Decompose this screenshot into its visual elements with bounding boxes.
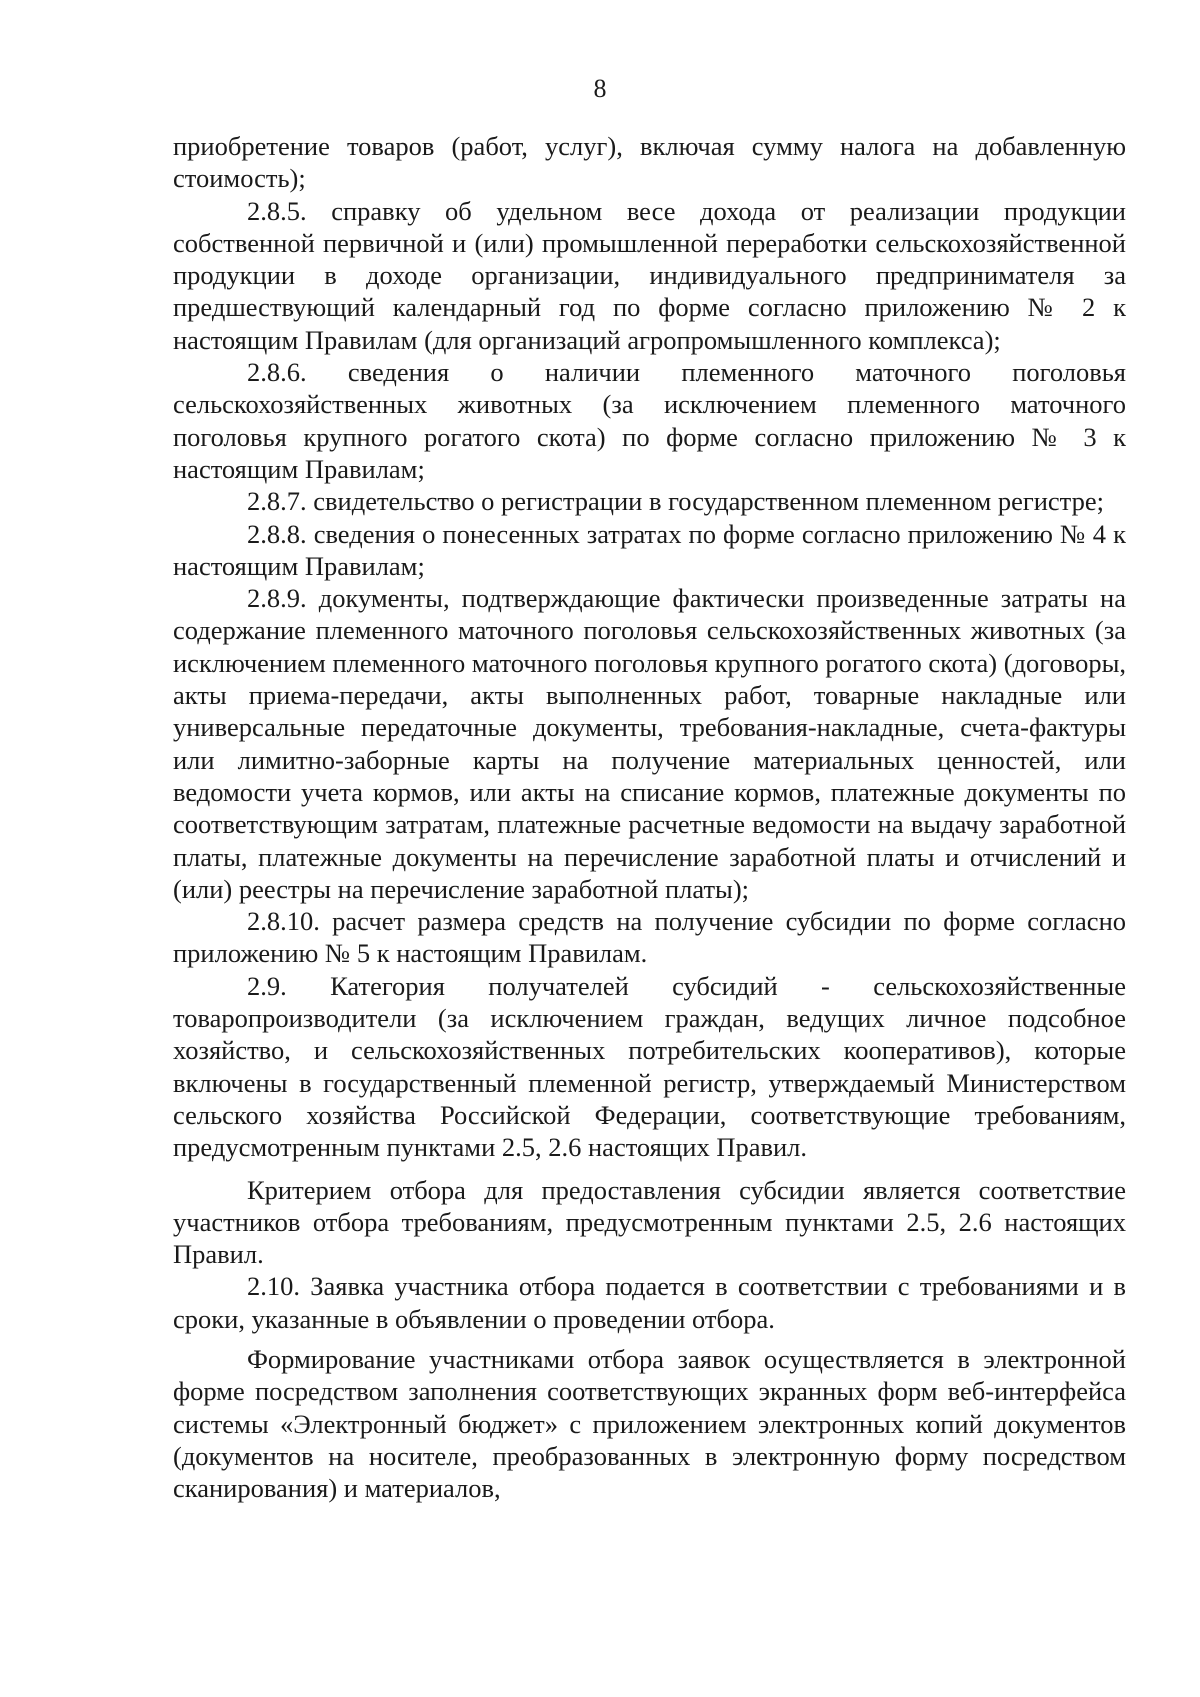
page-number: 8 (593, 74, 607, 103)
paragraph-2-9: 2.9. Категория получателей субсидий - сельскохозяйственные товаропроизводители (за исключением граждан, ведущих личное подсобное хозяйство, и сельскохозяйственных потребительских кооперативов), которые включены в государственный племенной регистр, утверждаемый Министерством сельского хозяйства Российской Федерации, соответствующие требованиям, предусмотренным пунктами 2.5, 2.6 настоящих Правил. (173, 970, 1126, 1163)
paragraph-2-8-6: 2.8.6. сведения о наличии племенного маточного поголовья сельскохозяйственных животных (за исключением племенного маточного поголовья крупного рогатого скота) по форме согласно приложению № 3 к настоящим Правилам; (173, 357, 1126, 484)
paragraph-2-8-8: 2.8.8. сведения о понесенных затратах по форме согласно приложению № 4 к настоящим Правилам; (173, 518, 1126, 581)
paragraph-continuation: приобретение товаров (работ, услуг), включая сумму налога на добавленную стоимость); (173, 131, 1126, 194)
document-body (173, 130, 1126, 1504)
paragraph-2-8-5: 2.8.5. справку об удельном весе дохода от реализации продукции собственной первичной и (или) промышленной переработки сельскохозяйственной продукции в доходе организации, индивидуального предпринимателя за предшествующий календарный год по форме согласно приложению № 2 к настоящим Правилам (для организаций агропромышленного комплекса); (173, 195, 1126, 355)
paragraph-2-8-7: 2.8.7. свидетельство о регистрации в государственном племенном регистре; (247, 486, 1104, 517)
paragraph-application-forming: Формирование участниками отбора заявок осуществляется в электронной форме посредством заполнения соответствующих экранных форм веб-интерфейса системы «Электронный бюджет» с приложением электронных копий документов (документов на носителе, преобразованных в электронную форму посредством сканирования) и материалов, (173, 1343, 1126, 1504)
paragraph-2-10: 2.10. Заявка участника отбора подается в соответствии с требованиями и в сроки, указанные в объявлении о проведении отбора. (173, 1271, 1126, 1334)
paragraph-2-8-10: 2.8.10. расчет размера средств на получение субсидии по форме согласно приложению № 5 к настоящим Правилам. (173, 906, 1126, 969)
paragraph-selection-criterion: Критерием отбора для предоставления субсидии является соответствие участников отбора требованиям, предусмотренным пунктами 2.5, 2.6 настоящих Правил. (173, 1174, 1126, 1270)
paragraph-2-8-9: 2.8.9. документы, подтверждающие фактически произведенные затраты на содержание племенного маточного поголовья сельскохозяйственных животных (за исключением племенного маточного поголовья крупного рогатого скота) (договоры, акты приема-передачи, акты выполненных работ, товарные накладные или универсальные передаточные документы, требования-накладные, счета-фактуры или лимитно-заборные карты на получение материальных ценностей, или ведомости учета кормов, или акты на списание кормов, платежные документы по соответствующим затратам, платежные расчетные ведомости на выдачу заработной платы, платежные документы на перечисление заработной платы и отчислений и (или) реестры на перечисление заработной платы); (173, 583, 1126, 904)
